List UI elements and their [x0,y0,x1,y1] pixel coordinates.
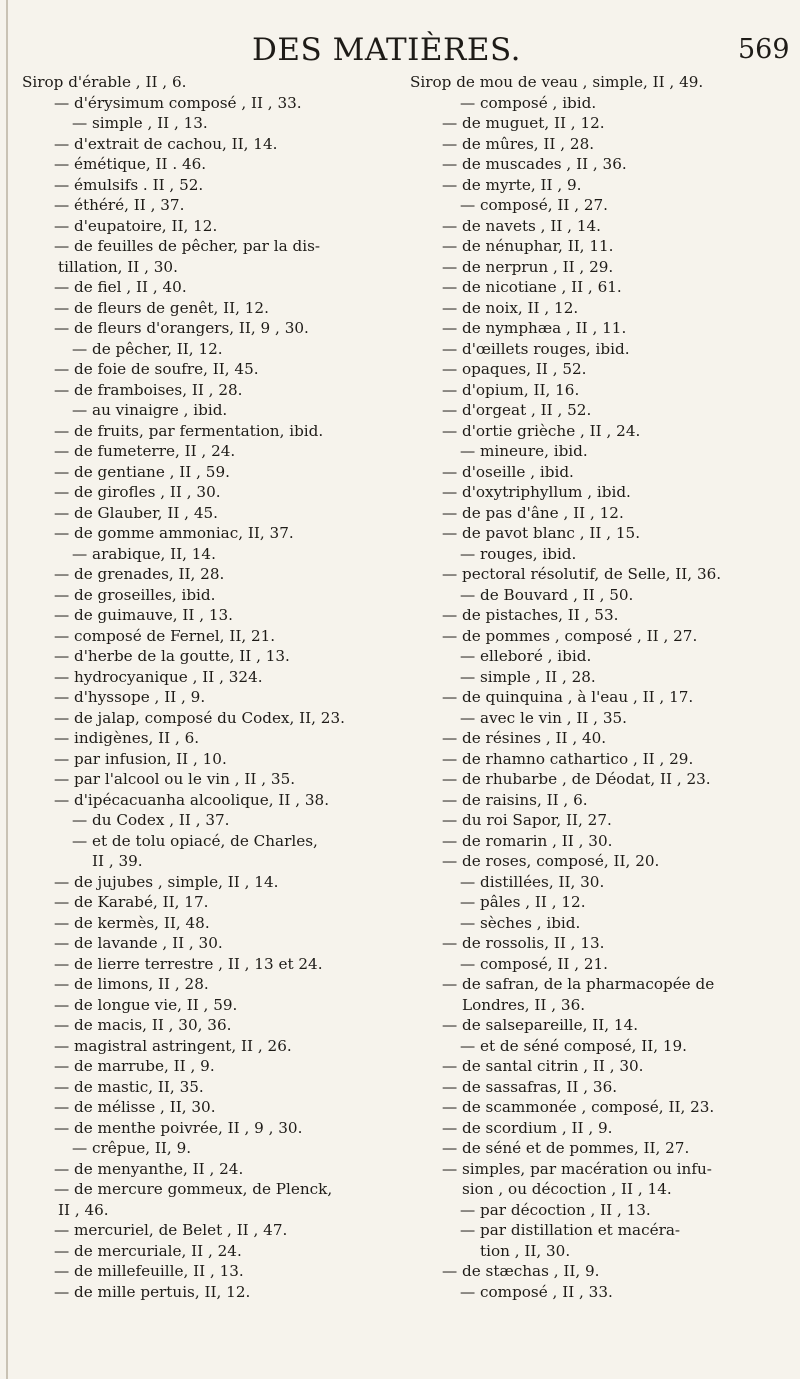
index-entry: — hydrocyanique , II , 324. [54,667,263,686]
index-entry: — pectoral résolutif, de Selle, II, 36. [442,565,722,583]
index-entry: — de kermès, II, 48. [54,913,210,932]
index-entry: — d'oseille , ibid. [442,462,574,481]
index-entry: — de mastic, II, 35. [54,1077,204,1096]
index-entry: — d'extrait de cachou, II, 14. [54,134,278,153]
index-entry: — de mélisse , II, 30. [54,1098,216,1116]
index-entry: — de rhamno cathartico , II , 29. [442,749,694,768]
index-entry: — mercuriel, de Belet , II , 47. [54,1221,288,1239]
index-entry: — de myrte, II , 9. [442,175,582,194]
index-entry: — éthéré, II , 37. [54,196,185,214]
index-entry: — de roses, composé, II, 20. [442,852,660,870]
index-entry: — de jalap, composé du Codex, II, 23. [54,708,345,727]
index-entry: — de framboises, II , 28. [54,380,243,399]
index-entry: — de stæchas , II, 9. [442,1262,600,1280]
index-entry: — distillées, II, 30. [460,872,605,891]
index-entry: — de girofles , II , 30. [54,483,221,501]
index-entry: — émulsifs . II , 52. [54,175,204,194]
index-entry: — de fleurs de genêt, II, 12. [54,298,269,317]
running-header [0,18,800,68]
index-entry: — de quinquina , à l'eau , II , 17. [442,688,694,706]
index-entry: tillation, II , 30. [58,257,178,276]
index-entry: — de longue vie, II , 59. [54,995,238,1014]
index-entry: — par l'alcool ou le vin , II , 35. [54,770,296,788]
index-entry: — de mille pertuis, II, 12. [54,1282,251,1301]
index-entry: — de mercuriale, II , 24. [54,1241,242,1260]
index-entry: — de santal citrin , II , 30. [442,1057,644,1075]
index-entry: — de mercure gommeux, de Plenck, [54,1180,333,1198]
index-entry: — de séné et de pommes, II, 27. [442,1139,690,1157]
index-entry: — de rossolis, II , 13. [442,934,605,952]
index-column-right [410,72,785,1302]
index-entry: — composé de Fernel, II, 21. [54,626,276,645]
index-entry: — d'oxytriphyllum , ibid. [442,483,631,501]
index-entry: — composé, II , 21. [460,954,609,973]
index-entry: — de nymphæa , II , 11. [442,319,627,337]
index-entry: — de millefeuille, II , 13. [54,1262,244,1280]
index-entry: — émétique, II . 46. [54,155,207,173]
index-entry: — de muguet, II , 12. [442,114,605,132]
index-entry: — par infusion, II , 10. [54,749,227,768]
index-entry: — simple , II , 28. [460,667,596,686]
index-entry: — de salsepareille, II, 14. [442,1016,639,1034]
index-entry: — de scordium , II , 9. [442,1118,613,1137]
index-entry: — de sassafras, II , 36. [442,1077,618,1096]
index-entry: — de fumeterre, II , 24. [54,442,236,460]
index-entry: — de nénuphar, II, 11. [442,237,614,255]
index-entry: — d'ipécacuanha alcoolique, II , 38. [54,790,330,809]
binding-edge [6,0,8,1379]
index-entry: — d'œillets rouges, ibid. [442,339,630,358]
index-entry: — par décoction , II , 13. [460,1200,651,1219]
index-entry: — d'opium, II, 16. [442,380,580,399]
index-entry: — simple , II , 13. [72,114,208,132]
index-entry: — de macis, II , 30, 36. [54,1016,232,1034]
index-entry: — opaques, II , 52. [442,360,587,378]
index-entry: — magistral astringent, II , 26. [54,1036,292,1055]
index-entry: — de Glauber, II , 45. [54,503,218,522]
index-entry: — de pavot blanc , II , 15. [442,524,641,542]
index-entry: — de fleurs d'orangers, II, 9 , 30. [54,319,309,337]
index-entry: — de raisins, II , 6. [442,790,588,809]
index-entry: — de pommes , composé , II , 27. [442,626,698,645]
index-entry: Sirop d'érable , II , 6. [22,73,187,91]
index-entry: — de Bouvard , II , 50. [460,585,634,604]
index-entry: — de marrube, II , 9. [54,1057,215,1075]
index-entry: — du Codex , II , 37. [72,811,230,829]
index-entry: — de rhubarbe , de Déodat, II , 23. [442,770,711,788]
index-entry: sion , ou décoction , II , 14. [462,1180,672,1198]
index-entry: — de pas d'âne , II , 12. [442,503,624,522]
index-entry: — de gentiane , II , 59. [54,462,230,481]
index-entry: — pâles , II , 12. [460,893,586,911]
index-entry: — de lavande , II , 30. [54,934,223,952]
index-entry: — de scammonée , composé, II, 23. [442,1098,715,1116]
index-entry: Londres, II , 36. [462,995,586,1014]
index-entry: — de muscades , II , 36. [442,155,627,173]
index-entry: — du roi Sapor, II, 27. [442,811,612,829]
index-entry: — composé, II , 27. [460,196,609,214]
index-entry: — d'ortie grièche , II , 24. [442,421,641,440]
index-entry: — de grenades, II, 28. [54,565,225,583]
index-entry: — de lierre terrestre , II , 13 et 24. [54,954,323,973]
page-number: 569 [738,34,790,65]
page-title: DES MATIÈRES. [252,32,522,68]
index-entry: — elleboré , ibid. [460,647,592,665]
index-entry: — mineure, ibid. [460,442,588,460]
index-entry: — d'herbe de la goutte, II , 13. [54,647,290,665]
index-entry: — de nerprun , II , 29. [442,257,614,276]
index-entry: — de foie de soufre, II, 45. [54,360,259,378]
index-entry: — de menthe poivrée, II , 9 , 30. [54,1118,303,1137]
index-entry: — simples, par macération ou infu- [442,1159,712,1178]
index-entry: II , 46. [58,1200,109,1219]
index-entry: Sirop de mou de veau , simple, II , 49. [410,73,704,91]
index-entry: tion , II, 30. [480,1241,571,1260]
index-entry: — de guimauve, II , 13. [54,606,234,624]
index-entry: — de mûres, II , 28. [442,134,595,153]
index-entry: — rouges, ibid. [460,544,577,563]
index-entry: — de résines , II , 40. [442,729,607,747]
index-entry: — au vinaigre , ibid. [72,401,228,419]
index-entry: — sèches , ibid. [460,913,581,932]
index-entry: — de groseilles, ibid. [54,585,216,604]
index-entry: — d'orgeat , II , 52. [442,401,592,419]
index-entry: — arabique, II, 14. [72,544,216,563]
index-entry: — de navets , II , 14. [442,216,601,235]
index-entry: — crêpue, II, 9. [72,1139,192,1157]
index-entry: — de jujubes , simple, II , 14. [54,872,279,891]
index-entry: — de fruits, par fermentation, ibid. [54,421,324,440]
index-entry: — d'érysimum composé , II , 33. [54,93,302,112]
index-column-left [22,72,396,1302]
index-entry: — par distillation et macéra- [460,1221,681,1239]
index-entry: — de limons, II , 28. [54,975,209,993]
index-entry: — de Karabé, II, 17. [54,893,209,911]
index-entry: — de safran, de la pharmacopée de [442,975,715,993]
index-entry: — de feuilles de pêcher, par la dis- [54,237,321,255]
index-entry: — d'eupatoire, II, 12. [54,216,218,235]
index-entry: — de romarin , II , 30. [442,831,613,850]
index-entry: — de noix, II , 12. [442,298,579,317]
index-entry: — de pêcher, II, 12. [72,339,223,358]
index-entry: — d'hyssope , II , 9. [54,688,206,706]
index-entry: — et de séné composé, II, 19. [460,1036,688,1055]
index-entry: — de nicotiane , II , 61. [442,278,622,296]
index-entry: — de menyanthe, II , 24. [54,1159,244,1178]
index-entry: — composé , ibid. [460,93,597,112]
index-entry: — de fiel , II , 40. [54,278,187,296]
index-entry: — composé , II , 33. [460,1282,613,1301]
index-entry: — de pistaches, II , 53. [442,606,619,624]
index-entry: — de gomme ammoniac, II, 37. [54,524,294,542]
index-entry: — et de tolu opiacé, de Charles, [72,831,318,850]
index-entry: II , 39. [92,852,143,870]
index-entry: — indigènes, II , 6. [54,729,200,747]
index-entry: — avec le vin , II , 35. [460,708,627,727]
